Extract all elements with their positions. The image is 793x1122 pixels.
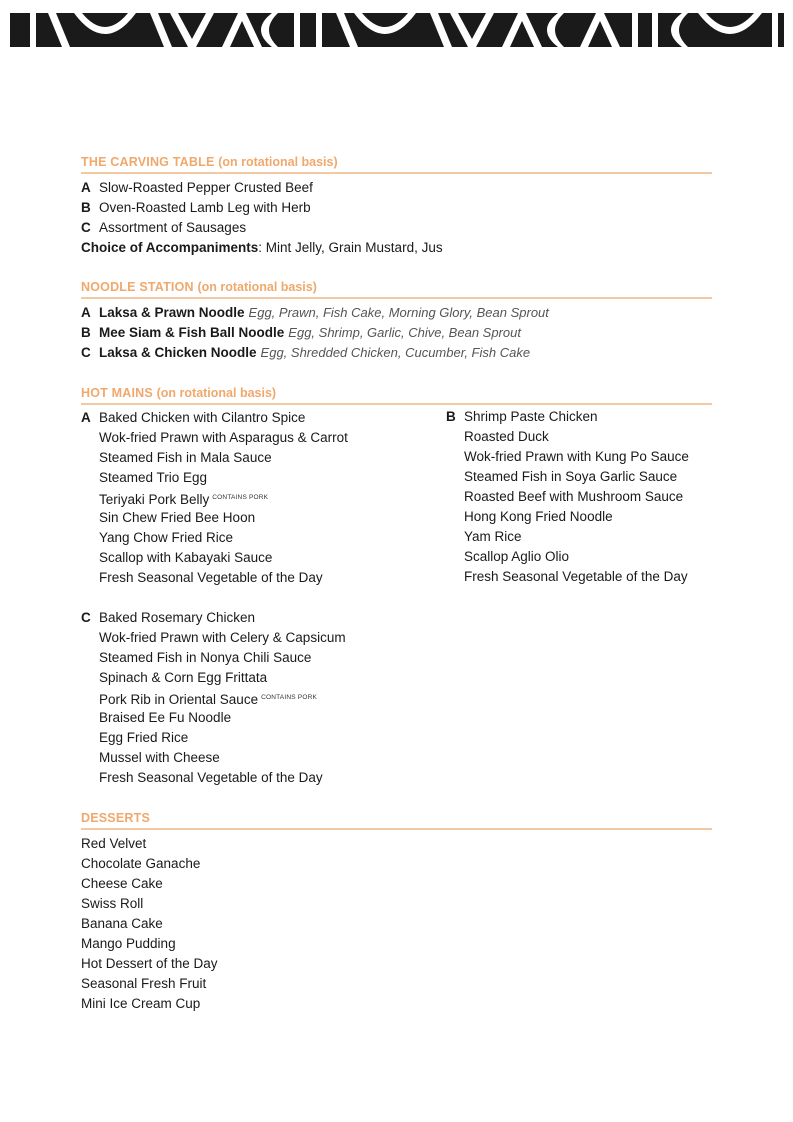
list-item: C Laksa & Chicken Noodle Egg, Shredded Chicken, Cucumber, Fish Cake xyxy=(81,345,531,360)
section-heading xyxy=(81,279,712,299)
list-item: Braised Ee Fu Noodle xyxy=(99,710,232,725)
decorative-banner xyxy=(10,13,784,47)
section-title: DESSERTS xyxy=(81,811,150,825)
list-item: Seasonal Fresh Fruit xyxy=(81,976,207,991)
list-item: Swiss Roll xyxy=(81,896,144,911)
list-item: C Baked Rosemary Chicken xyxy=(81,610,256,625)
list-item: Hot Dessert of the Day xyxy=(81,956,218,971)
list-item: Sin Chew Fried Bee Hoon xyxy=(99,510,256,525)
list-item: Wok-fried Prawn with Asparagus & Carrot xyxy=(99,430,348,445)
contains-pork-tag: CONTAINS PORK xyxy=(261,694,318,701)
list-item: Yang Chow Fried Rice xyxy=(99,530,234,545)
list-item: Fresh Seasonal Vegetable of the Day xyxy=(464,569,688,584)
hot-mains-section xyxy=(81,385,712,405)
section-note: (on rotational basis) xyxy=(156,386,277,400)
list-item: B Shrimp Paste Chicken xyxy=(446,409,598,424)
list-item: Hong Kong Fried Noodle xyxy=(464,509,613,524)
noodle-station-section xyxy=(81,279,712,363)
list-item: Scallop Aglio Olio xyxy=(464,549,570,564)
desserts-section xyxy=(81,810,712,1014)
list-item: Spinach & Corn Egg Frittata xyxy=(99,670,268,685)
list-item: A Slow-Roasted Pepper Crusted Beef xyxy=(81,180,313,195)
list-item: Fresh Seasonal Vegetable of the Day xyxy=(99,570,323,585)
list-item: Steamed Fish in Mala Sauce xyxy=(99,450,272,465)
list-item: C Assortment of Sausages xyxy=(81,220,247,235)
list-item: Roasted Duck xyxy=(464,429,549,444)
list-item: Fresh Seasonal Vegetable of the Day xyxy=(99,770,323,785)
list-item: Egg Fried Rice xyxy=(99,730,189,745)
list-item: Pork Rib in Oriental Sauce $^{CONTAINS PORK}$ xyxy=(99,692,318,707)
section-note: (on rotational basis) xyxy=(218,155,338,169)
list-item: Roasted Beef with Mushroom Sauce xyxy=(464,489,684,504)
list-item: Wok-fried Prawn with Celery & Capsicum xyxy=(99,630,346,645)
list-item: Mango Pudding xyxy=(81,936,176,951)
list-item: Steamed Fish in Soya Garlic Sauce xyxy=(464,469,678,484)
section-note: (on rotational basis) xyxy=(197,280,317,294)
list-item: Chocolate Ganache xyxy=(81,856,201,871)
list-item: Mussel with Cheese xyxy=(99,750,220,765)
list-item: Cheese Cake xyxy=(81,876,163,891)
hot-mains-set-c xyxy=(81,608,441,788)
list-item: Scallop with Kabayaki Sauce xyxy=(99,550,273,565)
section-heading xyxy=(81,810,712,830)
list-item: Red Velvet xyxy=(81,836,147,851)
section-title: HOT MAINS xyxy=(81,386,153,400)
list-item: Wok-fried Prawn with Kung Po Sauce xyxy=(464,449,689,464)
list-item: B Mee Siam & Fish Ball Noodle Egg, Shrimp, Garlic, Chive, Bean Sprout xyxy=(81,325,521,340)
section-title: THE CARVING TABLE xyxy=(81,155,215,169)
list-item: A Laksa & Prawn Noodle Egg, Prawn, Fish Cake, Morning Glory, Bean Sprout xyxy=(81,305,549,320)
carving-table-section xyxy=(81,154,712,258)
list-item: Steamed Fish in Nonya Chili Sauce xyxy=(99,650,312,665)
list-item: B Oven-Roasted Lamb Leg with Herb xyxy=(81,200,311,215)
list-item: Teriyaki Pork Belly $^{CONTAINS PORK}$ xyxy=(99,492,269,507)
hot-mains-set-b xyxy=(446,407,746,587)
section-heading xyxy=(81,154,712,174)
section-heading xyxy=(81,385,712,405)
list-item: A Baked Chicken with Cilantro Spice xyxy=(81,410,306,425)
list-item: Banana Cake xyxy=(81,916,163,931)
accompaniments: Choice of Accompaniments: Mint Jelly, Grain Mustard, Jus xyxy=(81,240,443,255)
list-item: Yam Rice xyxy=(464,529,522,544)
contains-pork-tag: CONTAINS PORK xyxy=(212,494,269,501)
section-title: NOODLE STATION xyxy=(81,280,194,294)
list-item: Steamed Trio Egg xyxy=(99,470,208,485)
list-item: Mini Ice Cream Cup xyxy=(81,996,201,1011)
hot-mains-set-a xyxy=(81,408,441,588)
